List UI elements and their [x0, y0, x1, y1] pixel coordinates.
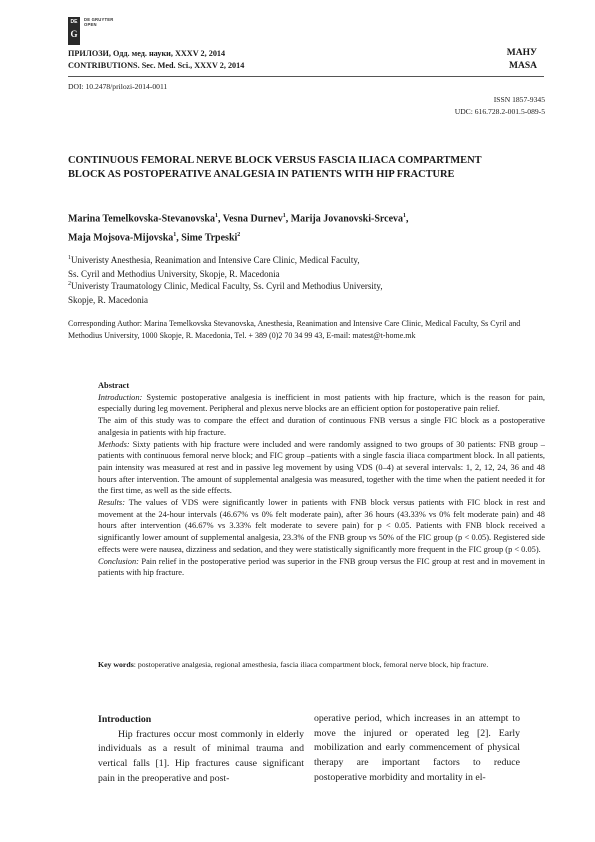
doi: DOI: 10.2478/prilozi-2014-0011 — [68, 82, 168, 91]
academy-en: MASA — [509, 61, 537, 71]
affiliation-sup: 2 — [68, 281, 71, 287]
affiliation-line: Skopje, R. Macedonia — [68, 295, 148, 305]
affiliation-sup: 1 — [68, 255, 71, 261]
author-sep: , — [285, 213, 291, 225]
author-sup: 1 — [173, 232, 177, 239]
affiliation-line: Univeristy Traumatology Clinic, Medical Faculty, Ss. Cyril and Methodius University, — [71, 281, 383, 291]
keywords-label: Key words — [98, 660, 134, 669]
udc: UDC: 616.728.2-001.5-089-5 — [454, 107, 545, 116]
author-sup: 1 — [214, 213, 218, 219]
publisher-logo — [68, 17, 80, 45]
journal-header-right — [507, 47, 537, 73]
publisher-line-2: OPEN — [84, 21, 97, 27]
abstract-results — [98, 497, 545, 556]
abstract-aim: The aim of this study was to compare the effect and duration of continuous FNB versus a single FIC block as a postoperative analgesia in patients with hip fracture. — [98, 416, 545, 437]
author-sup: 1 — [282, 213, 286, 219]
abstract-conclusion — [98, 556, 545, 579]
author-name: Maja Mojsova-Mijovska — [68, 232, 174, 244]
abstract-introduction — [98, 392, 545, 415]
author-name: Sime Trpeski — [181, 232, 238, 244]
abstract-heading: Abstract — [98, 381, 130, 390]
article-title: CONTINUOUS FEMORAL NERVE BLOCK VERSUS FASCIA ILIACA COMPARTMENT BLOCK AS POSTOPERATIVE ANALGESIA IN PATIENTS WITH HIP FRACTURE — [68, 155, 482, 181]
affiliation-2 — [68, 277, 508, 307]
abstract-text: Pain relief in the postoperative period was superior in the FNB group versus the FIC group at rest and in movement in patients with hip fracture. — [98, 556, 545, 578]
abstract-text: The values of VDS were significantly lower in patients with FNB block versus patients with FIC block in rest and movement at the 24-hour intervals (46.67% vs 0% felt moderate pain), after 36 hours (43.33% vs 0% felt moderate pain) and 48 hours after intervention (46.67% vs 3.33% felt moderate to severe pain) for p < 0.05. Patients with FNB block received a significantly lower amount of supplemental analgesia, 23.3% of the FNB group vs 50% of the FIC group (p < 0.05). Registered side effects were were nausea, dizziness and sedation, and they were statistically significantly more frequent in the FIC group (p < 0.05). — [98, 498, 545, 554]
abstract-label: Introduction: — [98, 392, 143, 402]
abstract — [98, 380, 545, 579]
header-rule — [68, 76, 544, 77]
logo-top-text: DE — [70, 19, 78, 25]
intro-text-left: Hip fractures occur most commonly in elderly individuals as a result of minimal trauma and vertical falls [1]. Hip fractures cause significant pain in the preoperative and post- — [98, 728, 304, 784]
author-sup: 2 — [237, 232, 241, 239]
author-sup: 1 — [403, 213, 407, 219]
abstract-label: Results: — [98, 498, 125, 508]
abstract-label: Conclusion: — [98, 556, 139, 566]
author-sep: , — [217, 213, 223, 225]
author-name: Marija Jovanovski-Srceva — [290, 213, 404, 225]
author-list — [68, 208, 544, 247]
academy-mk: МАНУ — [506, 48, 537, 58]
abstract-methods — [98, 439, 545, 498]
issn: ISSN 1857-9345 — [493, 95, 545, 104]
journal-header-left — [68, 48, 244, 72]
author-sep: , — [176, 232, 182, 244]
keywords-text: : postoperative analgesia, regional amesthesia, fascia iliaca compartment block, femoral nerve block, hip fracture. — [133, 660, 489, 669]
author-name: Marina Temelkovska-Stevanovska — [68, 213, 215, 225]
corresponding-author: Corresponding Author: Marina Temelkovska Stevanovska, Anesthesia, Reanimation and Intensive Care Clinic, Medical Faculty, Ss Cyril and Methodius University, 1000 Skopje, R. Macedonia, Tel. + 389 (0)2 70 34 99 43, E-mail: matest@t-home.mk — [68, 319, 521, 340]
abstract-label: Methods: — [98, 439, 130, 449]
intro-heading: Introduction — [98, 714, 152, 725]
affiliation-line: Univeristy Anesthesia, Reanimation and Intensive Care Clinic, Medical Faculty, — [71, 255, 360, 265]
journal-name-en: CONTRIBUTIONS. Sec. Med. Sci., XXXV 2, 2014 — [68, 61, 245, 70]
intro-text-right: operative period, which increases in an attempt to move the injured or operated leg [2]. Early mobilization and early commencement of physical therapy are important factors to reduce postoperative morbidity and mortality in el- — [314, 713, 520, 783]
publisher-line-1: DE GRUYTER — [84, 17, 114, 22]
keywords — [98, 659, 545, 672]
author-name: Vesna Durnev — [222, 213, 283, 225]
logo-bottom-text: G — [70, 29, 78, 39]
abstract-text: Systemic postoperative analgesia is inefficient in most patients with hip fracture, which is the reason for pain, especially during leg movement. Peripheral and plexus nerve blocks are an efficient option for postoperative pain relief. — [98, 392, 545, 414]
publisher-name — [84, 18, 113, 28]
journal-name-mk: ПРИЛОЗИ, Одд. мед. науки, XXXV 2, 2014 — [68, 49, 226, 58]
author-sep: , — [406, 213, 409, 225]
intro-column-right — [314, 712, 520, 786]
affiliation-line: Ss. Cyril and Methodius University, Skopje, R. Macedonia — [68, 269, 280, 279]
intro-column-left — [98, 713, 304, 787]
abstract-text: Sixty patients with hip fracture were included and were randomly assigned to two groups of 30 patients: FNB group – patients with continuous femoral nerve block; and FIC group –patients with a single fascia iliaca compartment block. In all patients, pain intensity was measured at rest and in passive leg movement by using VDS (0–4) at several intervals: 1, 2, 12, 24, 36 and 48 hours after intervention. The amount of supplemental analgesia was measured, together with the time when the patient needed it for the first time, as well as the side effects. — [98, 439, 545, 496]
